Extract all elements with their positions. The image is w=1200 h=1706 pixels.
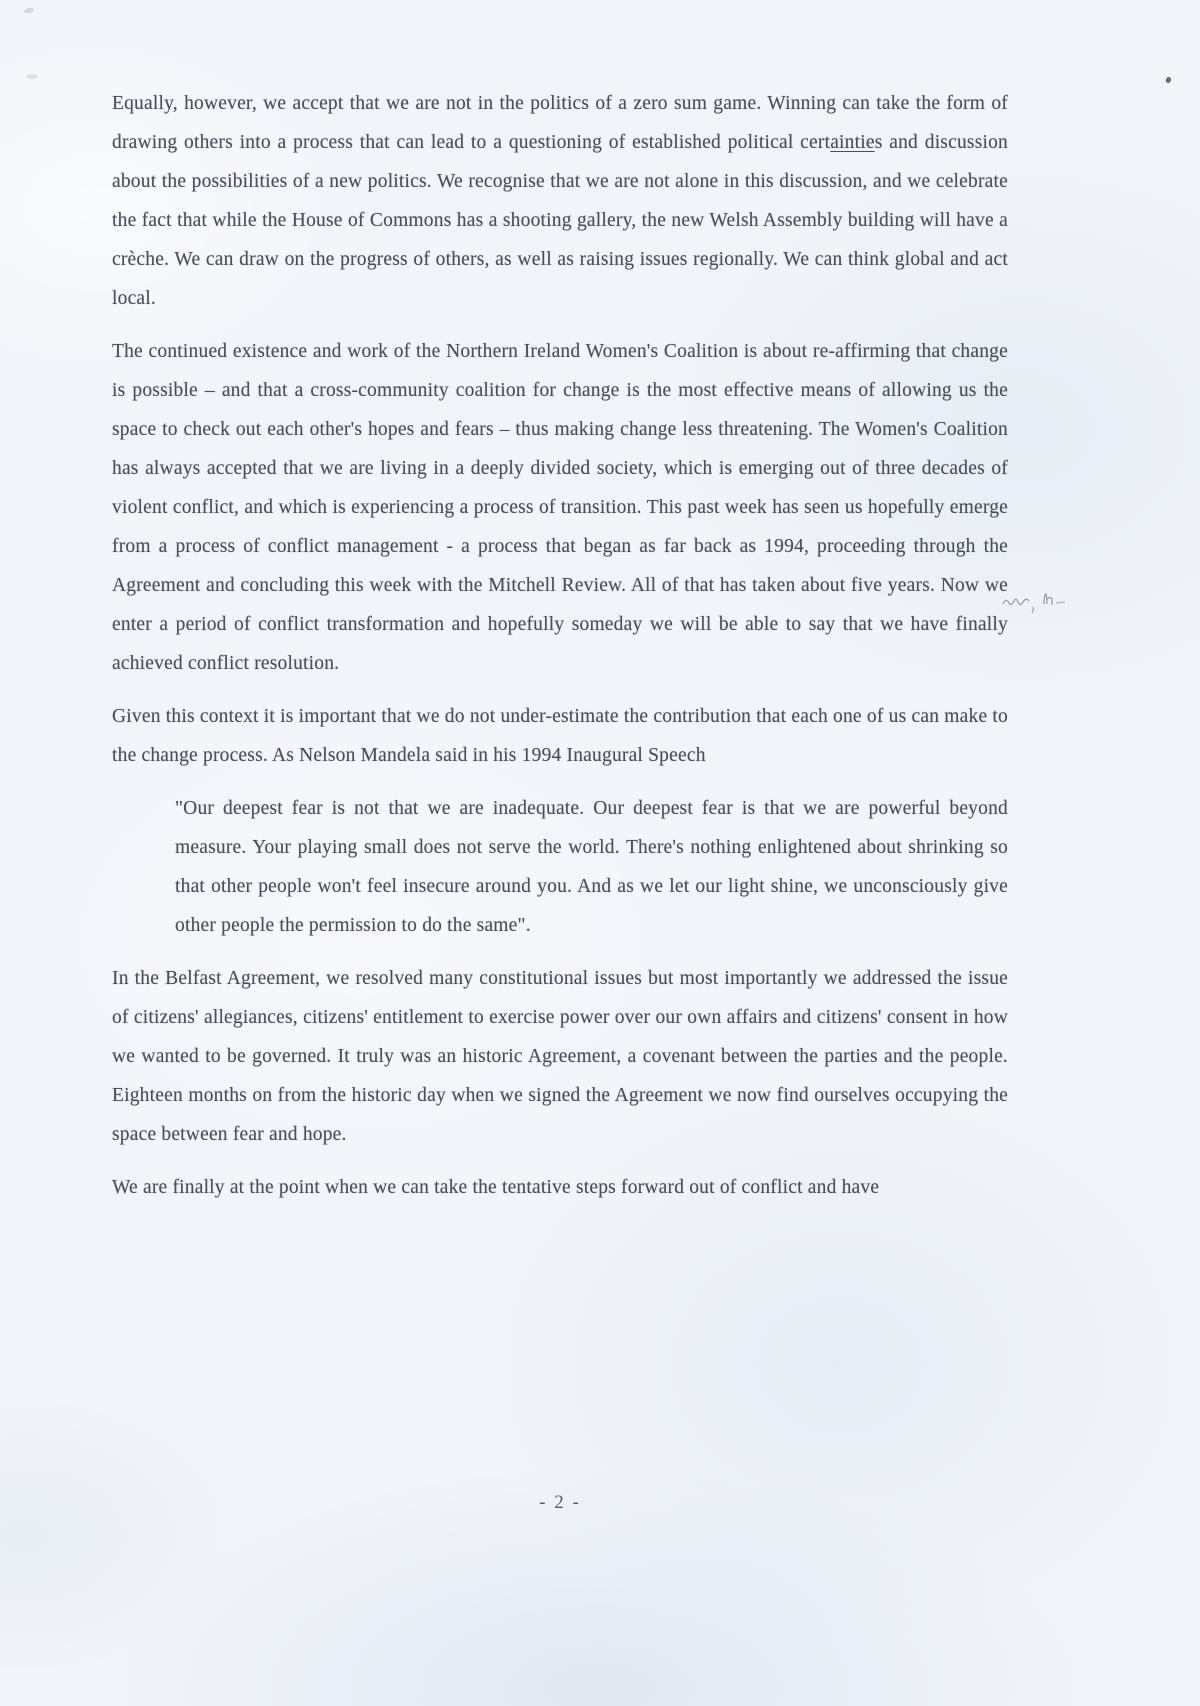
paragraph-2: The continued existence and work of the Northern Ireland Women's Coalition is about re-affirming that change is possible – and that a cross-community coalition for change is the most effective means of allowing us the space to check out each other's hopes and fears – thus making change less threatening. The Women's Coalition has always accepted that we are living in a deeply divided society, which is emerging out of three decades of violent conflict, and which is experiencing a process of transition. This past week has seen us hopefully emerge from a process of conflict management - a process that began as far back as 1994, proceeding through the Agreement and concluding this week with the Mitchell Review. All of that has taken about five years. Now we enter a period of conflict transformation and hopefully someday we will be able to say that we have finally achieved conflict resolution. <box>112 341 1008 674</box>
paragraph-1-text: Equally, however, we accept that we are not in the politics of a zero sum game. Winning can take the form of drawing others into a process that can lead to a questioning of established political cert <box>112 93 1008 153</box>
paragraph-5: We are finally at the point when we can take the tentative steps forward out of conflict and have <box>112 1177 880 1198</box>
paragraph-1-text-cont: s and discussion about the possibilities of a new politics. We recognise that we are not alone in this discussion, and we celebrate the fact that while the House of Commons has a shooting gallery, the new Welsh Assembly building will have a crèche. We can draw on the progress of others, as well as raising issues regionally. We can think global and act local. <box>112 132 1008 309</box>
page-number: - 2 - <box>539 1492 581 1513</box>
mandela-quote: "Our deepest fear is not that we are inadequate. Our deepest fear is that we are powerful beyond measure. Your playing small does not serve the world. There's nothing enlightened about shrinking so that other people won't feel insecure around you. And as we let our light shine, we unconsciously give other people the permission to do the same". <box>175 798 1008 936</box>
scan-smudge <box>24 7 35 14</box>
handwritten-margin-annotation <box>1000 588 1072 618</box>
paragraph-4: In the Belfast Agreement, we resolved many constitutional issues but most importantly we addressed the issue of citizens' allegiances, citizens' entitlement to exercise power over our own affairs and citizens' consent in how we wanted to be governed. It truly was an historic Agreement, a covenant between the parties and the people. Eighteen months on from the historic day when we signed the Agreement we now find ourselves occupying the space between fear and hope. <box>112 968 1008 1145</box>
document-body <box>112 84 1008 1221</box>
scan-smudge <box>26 74 38 79</box>
paragraph-1 <box>112 84 1008 318</box>
scan-speck <box>1165 76 1172 83</box>
underlined-word-segment: aintie <box>830 132 875 153</box>
paragraph-3: Given this context it is important that we do not under-estimate the contribution that each one of us can make to the change process. As Nelson Mandela said in his 1994 Inaugural Speech <box>112 706 1008 766</box>
